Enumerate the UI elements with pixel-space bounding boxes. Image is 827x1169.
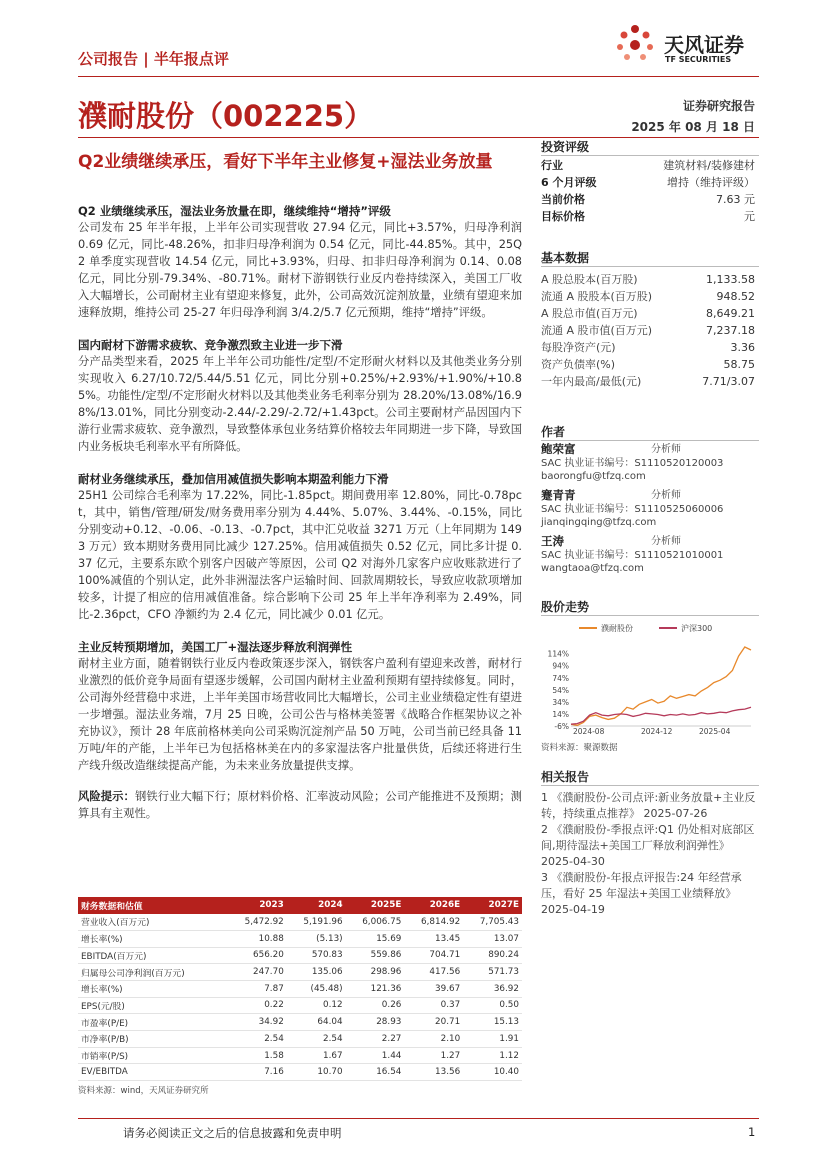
row-label: 营业收入(百万元)	[78, 914, 228, 931]
table-cell: 10.70	[287, 1064, 346, 1081]
table-row	[78, 1047, 522, 1064]
risk-warning	[78, 788, 522, 822]
x-tick-label: 2024-12	[641, 727, 673, 736]
basic-value: 1,133.58	[706, 273, 755, 286]
table-cell: 7.16	[228, 1064, 287, 1081]
table-cell: 1.27	[404, 1047, 463, 1064]
table-cell: 656.20	[228, 947, 287, 964]
table-cell: 7.87	[228, 980, 287, 997]
row-label: EV/EBITDA	[78, 1064, 228, 1081]
author-name: 蹇青青	[541, 488, 576, 502]
section-summary	[78, 203, 522, 321]
table-row	[78, 1031, 522, 1048]
y-tick-label: 114%	[547, 649, 569, 659]
table-cell: 20.71	[404, 1014, 463, 1031]
table-cell: 890.24	[463, 947, 522, 964]
table-cell: 5,191.96	[287, 914, 346, 931]
y-tick-label: 94%	[552, 661, 569, 671]
section-title: Q2 业绩继续承压，湿法业务放量在即，继续维持“增持”评级	[78, 204, 391, 218]
related-divider	[541, 785, 759, 786]
table-cell: 0.22	[228, 997, 287, 1014]
author-email[interactable]: wangtaoa@tfzq.com	[541, 563, 644, 574]
table-cell: (5.13)	[287, 930, 346, 947]
logo-english-name: TF SECURITIES	[665, 55, 732, 64]
table-cell: 559.86	[346, 947, 405, 964]
y-tick-label: 74%	[552, 673, 569, 683]
rating-row	[541, 174, 755, 191]
basic-row	[541, 322, 755, 339]
rating-value: 建筑材料/装修建材	[663, 159, 755, 172]
doc-type: 公司报告 | 半年报点评	[78, 50, 229, 68]
table-cell: 2023	[228, 897, 287, 914]
table-cell: 247.70	[228, 964, 287, 981]
table-cell: 0.26	[346, 997, 405, 1014]
table-cell: (45.48)	[287, 980, 346, 997]
row-label: 市净率(P/B)	[78, 1031, 228, 1048]
y-tick-label: 34%	[552, 697, 569, 707]
logo-mark-icon	[612, 21, 658, 67]
table-cell: 2.10	[404, 1031, 463, 1048]
table-cell: 1.67	[287, 1047, 346, 1064]
table-row	[78, 930, 522, 947]
rating-divider	[541, 155, 759, 156]
basic-value: 8,649.21	[706, 307, 755, 320]
row-label: 财务数据和估值	[78, 897, 228, 914]
table-cell: 135.06	[287, 964, 346, 981]
table-cell: 13.45	[404, 930, 463, 947]
rating-label: 当前价格	[541, 193, 585, 206]
basic-data-title: 基本数据	[541, 251, 590, 265]
financial-table	[78, 897, 522, 1081]
row-label: 归属母公司净利润(百万元)	[78, 964, 228, 981]
x-tick-label: 2024-08	[573, 727, 605, 736]
table-cell: 121.36	[346, 980, 405, 997]
author-email[interactable]: jianqingqing@tfzq.com	[541, 517, 657, 528]
rating-label: 6 个月评级	[541, 176, 597, 189]
table-cell: 1.58	[228, 1047, 287, 1064]
basic-row	[541, 271, 755, 288]
table-cell: 2025E	[346, 897, 405, 914]
table-cell: 64.04	[287, 1014, 346, 1031]
author-card	[541, 535, 755, 576]
table-cell: 34.92	[228, 1014, 287, 1031]
row-label: 增长率(%)	[78, 930, 228, 947]
table-cell: 2027E	[463, 897, 522, 914]
related-report-item[interactable]: 2 《濮耐股份-季报点评:Q1 仍处相对底部区间,期待湿法+美国工厂释放利润弹性》 2025-04-30	[541, 823, 755, 868]
section-profitability	[78, 471, 522, 623]
table-cell: 570.83	[287, 947, 346, 964]
table-cell: 2.54	[228, 1031, 287, 1048]
table-cell: 6,006.75	[346, 914, 405, 931]
price-chart	[541, 620, 759, 738]
basic-label: A 股总股本(百万股)	[541, 273, 638, 286]
author-cert: SAC 执业证书编号：S1110521010001	[541, 549, 724, 561]
author-name: 鲍荣富	[541, 442, 576, 456]
table-cell: 704.71	[404, 947, 463, 964]
section-body: 公司发布 25 年半年报，上半年公司实现营收 27.94 亿元，同比+3.57%，归母净利润 0.69 亿元，同比-48.26%，扣非归母净利润为 0.54 亿元，同比-44.85%。其中，25Q2 单季度实现营收 14.54 亿元，同比+3.93%，归母、扣非归母净利润为 0.14、0.08 亿元，同比分别-79.34%、-80.71%。耐材下游钢铁行业反内卷持续深入，美国工厂收入大幅增长，公司耐材主业有望迎来修复，此外，公司高效沉淀剂放量，业绩有望迎来加速释放期，维持公司 25-27 年归母净利润 3/4.2/5.7 亿元预期，维持“增持”评级。	[78, 221, 522, 319]
rating-value: 增持（维持评级）	[667, 176, 755, 189]
section-outlook	[78, 639, 522, 774]
basic-value: 948.52	[716, 290, 755, 303]
table-row	[78, 997, 522, 1014]
table-row	[78, 964, 522, 981]
basic-label: A 股总市值(百万元)	[541, 307, 638, 320]
rating-row	[541, 208, 755, 225]
related-reports-list	[541, 790, 759, 918]
basic-row	[541, 356, 755, 373]
section-title: 耐材业务继续承压，叠加信用减值损失影响本期盈利能力下滑	[78, 472, 389, 486]
author-cert: SAC 执业证书编号：S1110520120003	[541, 457, 724, 469]
section-body: 耐材主业方面，随着钢铁行业反内卷政策逐步深入，钢铁客户盈利有望迎来改善，耐材行业激烈的低价竞争局面有望逐步缓解，公司国内耐材主业盈利预期有望持续修复。同时，公司海外经营稳中求进，上半年美国市场营收同比大幅增长，公司主业业绩稳定性有望进一步增强。湿法业务端，7月 25 日晚，公司公告与格林美签署《战略合作框架协议之补充协议》，预计 28 年底前格林美向公司采购沉淀剂产品 50 万吨，公司当前已经具备 11 万吨/年的产能，上半年已为包括格林美在内的多家湿法客户批量供货，后续还将进行生产线升级改造继续提高产能，为未来业务放量提供支撑。	[78, 657, 522, 772]
table-cell: 16.54	[346, 1064, 405, 1081]
table-cell: 2026E	[404, 897, 463, 914]
footer-divider	[78, 1118, 759, 1119]
page-number: 1	[748, 1125, 756, 1139]
basic-label: 流通 A 股市值(百万元)	[541, 324, 653, 337]
footer-disclaimer: 请务必阅读正文之后的信息披露和免责申明	[123, 1126, 342, 1140]
rating-row	[541, 191, 755, 208]
table-cell: 1.44	[346, 1047, 405, 1064]
basic-row	[541, 288, 755, 305]
table-cell: 1.91	[463, 1031, 522, 1048]
table-cell: 0.12	[287, 997, 346, 1014]
table-cell: 2024	[287, 897, 346, 914]
rating-label: 目标价格	[541, 210, 585, 223]
rating-table	[541, 157, 755, 225]
main-body	[78, 203, 522, 822]
section-body: 分产品类型来看，2025 年上半年公司功能性/定型/不定形耐火材料以及其他类业务分别实现收入 6.27/10.72/5.44/5.51 亿元，同比分别+0.25%/+2.93%/+1.90%/+10.85%。功能性/定型/不定形耐火材料以及其他类业务毛利率分别为 28.20%/13.08%/16.98%/13.01%，同比分别变动-2.44/-2.29/-2.72/+1.43pct。公司主要耐材产品因国内下游行业需求疲软、竞争激烈，导致整体承包业务结算价格较去年同期进一步下降，导致国内业务板块毛利率水平有所降低。	[78, 355, 522, 453]
chart-source: 资料来源：聚源数据	[541, 743, 618, 753]
legend-label: 沪深300	[681, 624, 713, 633]
author-card	[541, 489, 755, 530]
row-label: 增长率(%)	[78, 980, 228, 997]
basic-divider	[541, 266, 759, 267]
table-cell: 2.27	[346, 1031, 405, 1048]
related-report-item[interactable]: 3 《濮耐股份-年报点评报告:24 年经营承压，看好 25 年湿法+美国工业绩释放》 2025-04-19	[541, 871, 742, 916]
basic-value: 58.75	[723, 358, 755, 371]
author-role: 分析师	[651, 536, 681, 547]
price-chart-title: 股价走势	[541, 600, 590, 614]
table-row	[78, 1064, 522, 1081]
table-cell: 417.56	[404, 964, 463, 981]
y-tick-label: -6%	[554, 722, 569, 731]
row-label: 市销率(P/S)	[78, 1047, 228, 1064]
basic-row	[541, 339, 755, 356]
risk-text: 钢铁行业大幅下行；原材料价格、汇率波动风险；公司产能推进不及预期；测算具有主观性。	[78, 790, 522, 820]
basic-value: 7.71/3.07	[702, 375, 755, 388]
basic-label: 资产负债率(%)	[541, 358, 616, 371]
table-cell: 2.54	[287, 1031, 346, 1048]
chart-divider	[541, 615, 759, 616]
authors-title: 作者	[541, 425, 566, 439]
basic-value: 7,237.18	[706, 324, 755, 337]
section-title: 国内耐材下游需求疲软、竞争激烈致主业进一步下滑	[78, 338, 343, 352]
table-cell: 5,472.92	[228, 914, 287, 931]
table-row	[78, 914, 522, 931]
risk-label: 风险提示：	[78, 790, 135, 803]
table-cell: 15.13	[463, 1014, 522, 1031]
table-cell: 7,705.43	[463, 914, 522, 931]
basic-row	[541, 373, 755, 390]
author-card	[541, 443, 755, 484]
basic-label: 每股净资产(元)	[541, 341, 616, 354]
basic-value: 3.36	[730, 341, 755, 354]
author-cert: SAC 执业证书编号：S1110525060006	[541, 503, 724, 515]
table-cell: 13.56	[404, 1064, 463, 1081]
y-tick-label: 14%	[552, 709, 569, 719]
table-header-row	[78, 897, 522, 914]
author-role: 分析师	[651, 444, 681, 455]
authors-divider	[541, 440, 759, 441]
table-cell: 0.37	[404, 997, 463, 1014]
row-label: 市盈率(P/E)	[78, 1014, 228, 1031]
y-tick-label: 54%	[552, 685, 569, 695]
related-reports-title: 相关报告	[541, 770, 590, 784]
report-kind: 证券研究报告	[682, 99, 755, 113]
table-cell: 1.12	[463, 1047, 522, 1064]
section-title: 主业反转预期增加，美国工厂+湿法逐步释放利润弹性	[78, 640, 353, 654]
rating-title: 投资评级	[541, 140, 590, 154]
table-row	[78, 947, 522, 964]
basic-data-table	[541, 271, 755, 390]
title-divider	[78, 137, 759, 138]
author-name: 王涛	[541, 534, 564, 548]
rating-value: 元	[744, 210, 755, 223]
table-cell: 39.67	[404, 980, 463, 997]
table-row	[78, 980, 522, 997]
rating-value: 7.63 元	[716, 193, 755, 206]
basic-row	[541, 305, 755, 322]
table-cell: 10.40	[463, 1064, 522, 1081]
table-cell: 15.69	[346, 930, 405, 947]
table-cell: 10.88	[228, 930, 287, 947]
row-label: EPS(元/股)	[78, 997, 228, 1014]
logo-name: 天风证券	[664, 33, 744, 57]
author-email[interactable]: baorongfu@tfzq.com	[541, 471, 646, 482]
row-label: EBITDA(百万元)	[78, 947, 228, 964]
table-cell: 28.93	[346, 1014, 405, 1031]
section-domestic	[78, 337, 522, 455]
section-body: 25H1 公司综合毛利率为 17.22%，同比-1.85pct。期间费用率 12.80%，同比-0.78pct，其中，销售/管理/研发/财务费用率分别为 4.44%、5.07%、3.44%、-0.15%，同比分别变动+0.12、-0.06、-0.13、-0.7pct，其中汇兑收益 3271 万元（上年同期为 1493 万元）致本期财务费用同比减少 127.25%。信用减值损失 0.52 亿元，同比多计提 0.37 亿元，主要系东欧个别客户因破产等原因，公司 Q2 对海外几家客户应收账款进行了 100%减值的个别认定，此外非洲湿法客户运输时间、回款周期较长，导致应收款项增加较多，计提了相应的信用减值准备。综合影响下公司 25 年上半年净利率为 2.49%，同比-2.36pct，CFO 净额约为 2.4 亿元，同比减少 0.01 亿元。	[78, 489, 522, 621]
table-row	[78, 1014, 522, 1031]
rating-label: 行业	[541, 159, 563, 172]
table-cell: 298.96	[346, 964, 405, 981]
table-source: 资料来源：wind，天风证券研究所	[78, 1086, 209, 1096]
related-report-item[interactable]: 1 《濮耐股份-公司点评:新业务放量+主业反转，持续重点推荐》 2025-07-26	[541, 791, 756, 820]
brand-logo	[612, 19, 762, 69]
author-role: 分析师	[651, 490, 681, 501]
report-date: 2025 年 08 月 18 日	[631, 120, 755, 134]
table-cell: 36.92	[463, 980, 522, 997]
basic-label: 流通 A 股股本(百万股)	[541, 290, 653, 303]
rating-row	[541, 157, 755, 174]
table-cell: 13.07	[463, 930, 522, 947]
legend-label: 濮耐股份	[601, 624, 633, 633]
basic-label: 一年内最高/最低(元)	[541, 375, 642, 388]
x-tick-label: 2025-04	[699, 727, 731, 736]
report-headline: Q2业绩继续承压，看好下半年主业修复+湿法业务放量	[78, 152, 493, 172]
header-divider	[78, 76, 759, 77]
table-cell: 0.50	[463, 997, 522, 1014]
table-cell: 6,814.92	[404, 914, 463, 931]
company-title: 濮耐股份（002225）	[78, 99, 374, 133]
table-cell: 571.73	[463, 964, 522, 981]
